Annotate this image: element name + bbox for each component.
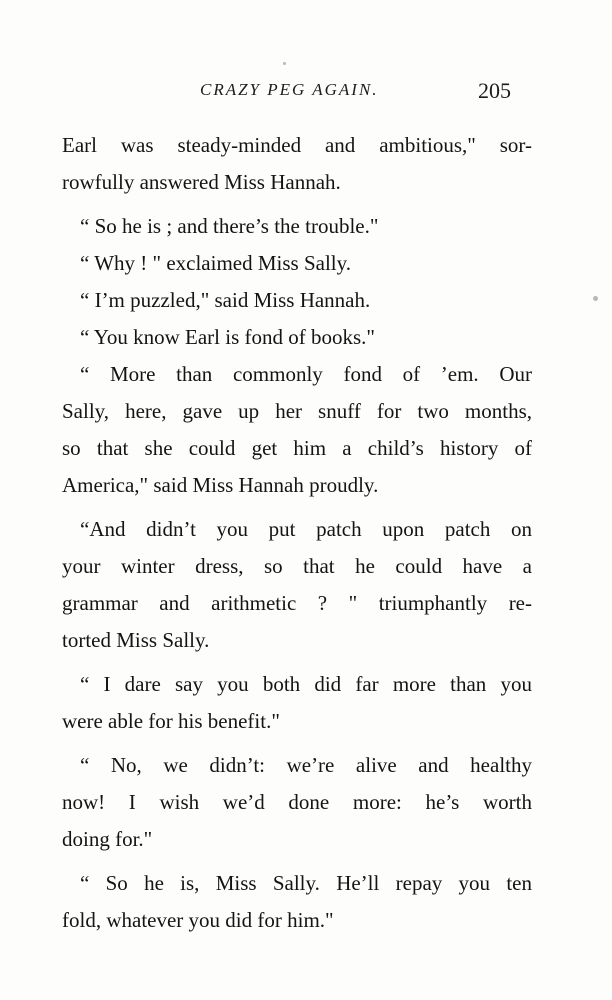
text-line: “ I dare say you both did far more than you xyxy=(80,672,532,696)
text-line: “ Why ! " exclaimed Miss Sally. xyxy=(80,251,352,275)
text-line: “ More than commonly fond of ’em. Our xyxy=(80,362,532,386)
text-line: were able for his benefit." xyxy=(62,709,280,733)
text-line: your winter dress, so that he could have a xyxy=(62,554,532,578)
body-text xyxy=(62,127,532,939)
text-line: “ No, we didn’t: we’re alive and healthy xyxy=(80,753,532,777)
text-line: “And didn’t you put patch upon patch on xyxy=(80,517,532,541)
text-line: “ You know Earl is fond of books." xyxy=(80,325,375,349)
text-line: Sally, here, gave up her snuff for two months, xyxy=(62,399,532,423)
text-line: rowfully answered Miss Hannah. xyxy=(62,170,341,194)
text-line: torted Miss Sally. xyxy=(62,628,210,652)
text-line: America," said Miss Hannah proudly. xyxy=(62,473,379,497)
text-line: Earl was steady-minded and ambitious," sor- xyxy=(62,133,532,157)
text-line: doing for." xyxy=(62,827,153,851)
text-line: now! I wish we’d done more: he’s worth xyxy=(62,790,532,814)
ink-speck-margin xyxy=(593,296,598,301)
text-line: grammar and arithmetic ? " triumphantly re- xyxy=(62,591,532,615)
text-line: “ I’m puzzled," said Miss Hannah. xyxy=(80,288,371,312)
page-number: 205 xyxy=(478,78,511,103)
text-line: “ So he is, Miss Sally. He’ll repay you ten xyxy=(80,871,532,895)
text-line: so that she could get him a child’s history of xyxy=(62,436,532,460)
ink-speck-top xyxy=(283,62,286,65)
text-line: fold, whatever you did for him." xyxy=(62,908,334,932)
running-header-title: CRAZY PEG AGAIN. xyxy=(200,80,379,99)
text-line: “ So he is ; and there’s the trouble." xyxy=(80,214,379,238)
